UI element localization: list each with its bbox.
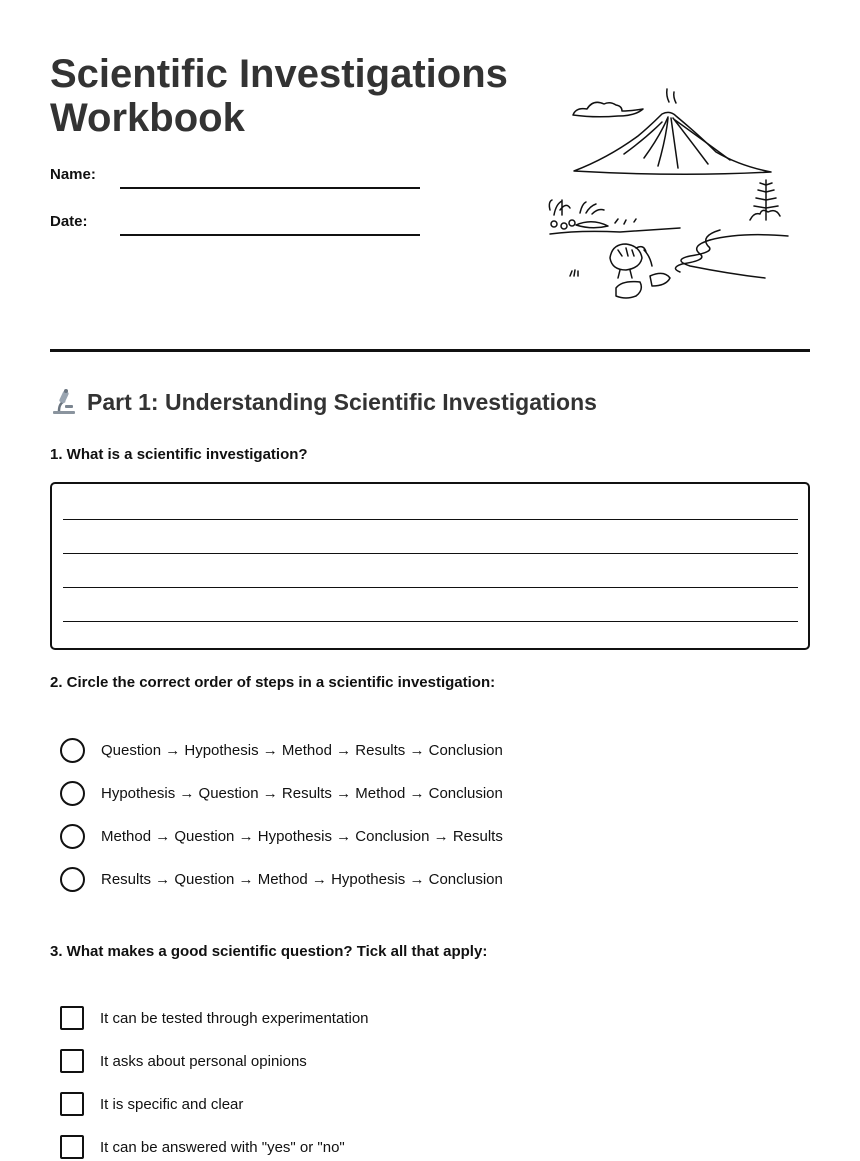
question-3-option[interactable] [60, 1092, 243, 1116]
question-2-prompt: 2. Circle the correct order of steps in a scientific investigation: [50, 674, 496, 691]
option-label: It can be answered with "yes" or "no" [100, 1138, 345, 1156]
question-1-answer-box[interactable] [50, 482, 810, 650]
answer-line[interactable] [63, 621, 798, 622]
radio-circle-icon[interactable] [60, 867, 85, 892]
checkbox[interactable] [60, 1006, 84, 1030]
microscope-icon [50, 388, 78, 416]
option-label: It is specific and clear [100, 1095, 244, 1113]
option-label: Method → Question → Hypothesis → Conclusion → Results [101, 828, 503, 845]
question-3-prompt: 3. What makes a good scientific question? Tick all that apply: [50, 943, 488, 960]
date-label: Date: [50, 213, 88, 230]
name-field[interactable] [120, 187, 420, 189]
option-label: Results → Question → Method → Hypothesis → Conclusion [101, 871, 503, 888]
part-1-heading [50, 388, 597, 416]
volcano-landscape-with-kiwi-icon [540, 80, 800, 310]
date-field[interactable] [120, 234, 420, 236]
question-2-option[interactable] [60, 824, 503, 849]
option-label: It asks about personal opinions [100, 1052, 307, 1070]
answer-line[interactable] [63, 519, 798, 520]
question-3-option[interactable] [60, 1135, 345, 1159]
option-label: Hypothesis → Question → Results → Method → Conclusion [101, 785, 503, 802]
answer-line[interactable] [63, 587, 798, 588]
question-2-option[interactable] [60, 738, 503, 763]
option-label: It can be tested through experimentation [100, 1009, 369, 1027]
checkbox[interactable] [60, 1135, 84, 1159]
question-3-option[interactable] [60, 1006, 369, 1030]
question-3-option[interactable] [60, 1049, 307, 1073]
section-divider [50, 349, 810, 352]
question-2-option[interactable] [60, 781, 503, 806]
checkbox[interactable] [60, 1092, 84, 1116]
name-label: Name: [50, 166, 96, 183]
radio-circle-icon[interactable] [60, 738, 85, 763]
title-line-1: Scientific Investigations [50, 52, 508, 96]
question-1-prompt: 1. What is a scientific investigation? [50, 446, 308, 463]
radio-circle-icon[interactable] [60, 781, 85, 806]
question-2-option[interactable] [60, 867, 503, 892]
part-1-title: Part 1: Understanding Scientific Investigations [87, 388, 597, 415]
answer-line[interactable] [63, 553, 798, 554]
radio-circle-icon[interactable] [60, 824, 85, 849]
page-title [50, 52, 520, 140]
title-line-2: Workbook [50, 96, 245, 140]
checkbox[interactable] [60, 1049, 84, 1073]
option-label: Question → Hypothesis → Method → Results → Conclusion [101, 742, 503, 759]
